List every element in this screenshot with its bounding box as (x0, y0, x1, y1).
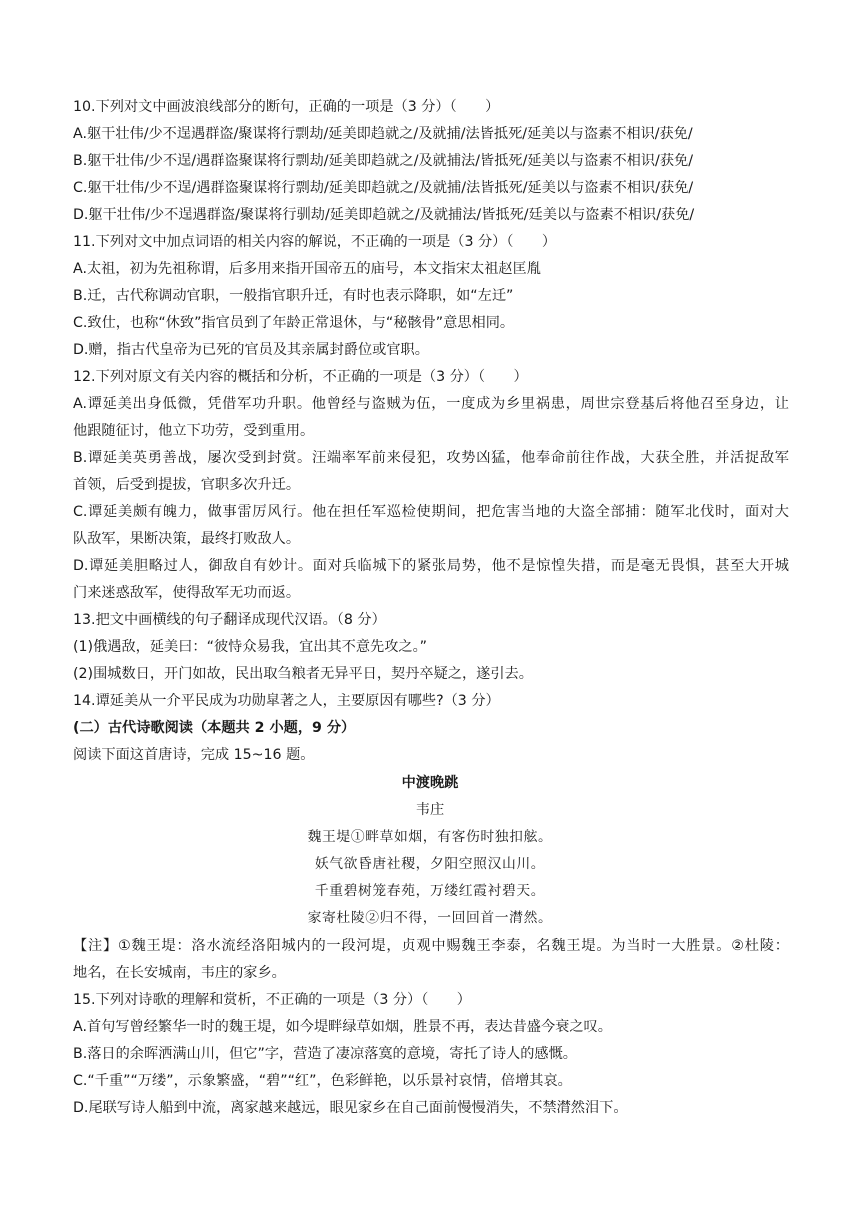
q12-option-a-line1: A.谭延美出身低微，凭借军功升职。他曾经与盗贼为伍，一度成为乡里祸患，周世宗登基后将他召至身边，让 (73, 396, 789, 412)
poem-note-line2: 地名，在长安城南，韦庄的家乡。 (73, 965, 286, 981)
q13-sentence-1: (1)俄遇敌，延美曰：“彼恃众易我，宜出其不意先攻之。” (73, 639, 428, 655)
q12-option-c-line1: C.谭延美颇有魄力，做事雷厉风行。他在担任军巡检使期间，把危害当地的大盗全部捕：随军北伐时，面对大 (73, 504, 789, 520)
poem-title: 中渡晚跳 (401, 775, 459, 791)
q11-option-d: D.赠，指古代皇帝为已死的官员及其亲属封爵位或官职。 (73, 342, 429, 358)
q11-option-b: B.迁，古代称调动官职，一般指官职升迁，有时也表示降职，如“左迁” (73, 288, 514, 304)
q12-option-a-line2: 他跟随征讨，他立下功劳，受到重用。 (73, 423, 315, 439)
q15-option-a: A.首句写曾经繁华一时的魏王堤，如今堤畔绿草如烟，胜景不再，表达昔盛今衰之叹。 (73, 1019, 612, 1035)
section-intro: 阅读下面这首唐诗，完成 15~16 题。 (73, 747, 315, 763)
section-heading: (二）古代诗歌阅读（本题共 2 小题，9 分） (73, 720, 356, 736)
q13-sentence-2: (2)围城数日，开门如故，民出取刍粮者无异平日，契丹卒疑之，遂引去。 (73, 666, 533, 682)
q15-option-b: B.落日的余晖洒满山川，但它”字，营造了凄凉落寞的意境，寄托了诗人的感慨。 (73, 1046, 577, 1062)
poem-author: 韦庄 (415, 802, 445, 818)
poem-line-4: 家寄杜陵②归不得，一回回首一潸然。 (307, 910, 553, 926)
poem-line-3: 千重碧树笼春苑，万缕红霞衬碧天。 (314, 883, 546, 899)
q12-option-d-line2: 门来迷惑敌军，使得敌军无功而返。 (73, 585, 301, 601)
q12-stem: 12.下列对原文有关内容的概括和分析，不正确的一项是（3 分）（ ） (73, 369, 528, 385)
poem-line-2: 妖气欲昏唐社稷，夕阳空照汉山川。 (314, 856, 546, 872)
q12-option-c-line2: 队敌军，果断决策，最终打败敌人。 (73, 531, 301, 547)
q11-stem: 11.下列对文中加点词语的相关内容的解说，不正确的一项是（3 分）（ ） (73, 234, 557, 250)
q10-stem: 10.下列对文中画波浪线部分的断句，正确的一项是（3 分）（ ） (73, 99, 500, 115)
q10-option-b: B.躯干壮伟/少不逞/遇群盗聚谋将行剽劫/延美即趋就之/及就捕法/皆抵死/延美以与盗素不相识/获免/ (73, 153, 693, 169)
q14-stem: 14.谭延美从一介平民成为功勋皐著之人，主要原因有哪些?（3 分） (73, 693, 500, 709)
q11-option-c: C.致仕，也称“休致”指官员到了年龄正常退休，与“秘骸骨”意思相同。 (73, 315, 515, 331)
q10-option-a: A.躯干壮伟/少不逞遇群盗/聚谋将行剽劫/延美即趋就之/及就捕/法皆抵死/延美以与盗素不相识/获免/ (73, 126, 693, 142)
poem-note-line1: 【注】①魏王堤：洛水流经洛阳城内的一段河堤，贞观中赐魏王李泰，名魏王堤。为当时一大胜景。②杜陵： (73, 938, 789, 954)
q10-option-d: D.躯干壮伟/少不逞遇群盗/聚谋将行驯劫/延美即趋就之/及就捕法/皆抵死/廷美以与盗素不相识/获免/ (73, 207, 695, 223)
q12-option-b-line1: B.谭延美英勇善战，屡次受到封赏。汪端率军前来侵犯，攻势凶猛，他奉命前往作战，大获全胜，并活捉敌军 (73, 450, 789, 466)
q11-option-a: A.太祖，初为先祖称谓，后多用来指开国帝五的庙号，本文指宋太祖赵匡胤 (73, 261, 541, 277)
q10-option-c: C.躯干壮伟/少不逞/遇群盗聚谋将行剽劫/延美即趋就之/及就捕/法皆抵死/延美以与盗素不相识/获免/ (73, 180, 694, 196)
q15-option-d: D.尾联写诗人船到中流，离家越来越远，眼见家乡在自己面前慢慢消失，不禁潸然泪下。 (73, 1100, 628, 1116)
q15-option-c: C.“千重”“万缕”，示象繁盛，“碧”“红”，色彩鲜艳，以乐景衬哀情，倍增其哀。 (73, 1073, 572, 1089)
q12-option-b-line2: 首领，后受到提拔，官职多次升迁。 (73, 477, 301, 493)
poem-line-1: 魏王堤①畔草如烟，有客伤时独扣舷。 (307, 829, 553, 845)
q15-stem: 15.下列对诗歌的理解和赏析，不正确的一项是（3 分）（ ） (73, 992, 471, 1008)
q12-option-d-line1: D.谭延美胆略过人，御敌自有妙计。面对兵临城下的紧张局势，他不是惊惶失措，而是毫无畏惧，甚至大开城 (73, 558, 789, 574)
q13-stem: 13.把文中画横线的句子翻译成现代汉语。（8 分） (73, 612, 386, 628)
